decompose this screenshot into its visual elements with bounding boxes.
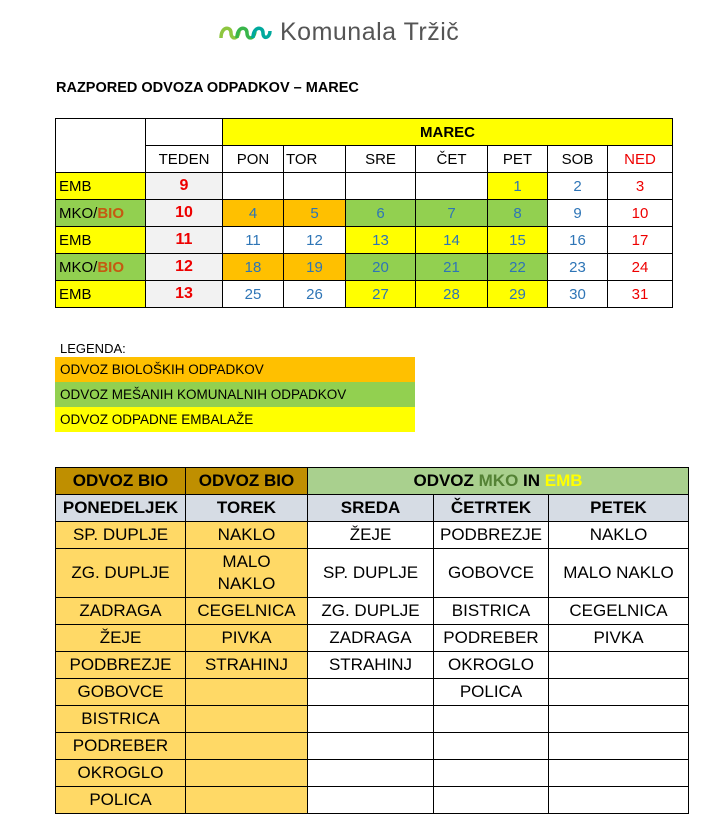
day-cell: 29: [488, 281, 548, 308]
calendar-table: [55, 118, 673, 308]
day-cell: [223, 173, 284, 200]
legend: [55, 357, 415, 432]
location-cell: [308, 733, 434, 760]
schedule-row: [56, 787, 689, 814]
location-cell: [308, 787, 434, 814]
weekday-header: SREDA: [308, 495, 434, 522]
schedule-row: [56, 549, 689, 598]
day-cell: [346, 173, 416, 200]
day-cell: 2: [548, 173, 608, 200]
waste-type: EMB: [59, 177, 92, 195]
day-cell: 9: [548, 200, 608, 227]
location-cell: [186, 679, 308, 706]
location-cell: [186, 706, 308, 733]
month-header: MAREC: [223, 119, 673, 146]
day-cell: 27: [346, 281, 416, 308]
schedule-row: [56, 679, 689, 706]
location-cell: BISTRICA: [434, 598, 549, 625]
day-header: SOB: [548, 146, 608, 173]
location-cell: STRAHINJ: [308, 652, 434, 679]
location-cell: [549, 760, 689, 787]
day-cell: 23: [548, 254, 608, 281]
day-cell: 11: [223, 227, 284, 254]
legend-item: ODVOZ BIOLOŠKIH ODPADKOV: [55, 357, 415, 382]
location-cell: MALO NAKLO: [549, 549, 689, 598]
day-cell: 25: [223, 281, 284, 308]
location-cell: PODREBER: [434, 625, 549, 652]
day-cell: 6: [346, 200, 416, 227]
waste-type: MKO/: [59, 204, 98, 222]
week-number: 10: [146, 200, 223, 227]
day-cell: 15: [488, 227, 548, 254]
day-cell: 13: [346, 227, 416, 254]
day-cell: 5: [284, 200, 346, 227]
location-cell: [186, 733, 308, 760]
header-emb: EMB: [544, 471, 583, 490]
location-cell: [549, 787, 689, 814]
week-number: 11: [146, 227, 223, 254]
location-cell: [434, 733, 549, 760]
day-cell: 21: [416, 254, 488, 281]
logo-icon: [218, 22, 272, 44]
day-cell: 19: [284, 254, 346, 281]
location-cell: SP. DUPLJE: [56, 522, 186, 549]
location-cell: [186, 760, 308, 787]
day-cell: [416, 173, 488, 200]
location-cell: [549, 706, 689, 733]
day-cell: 1: [488, 173, 548, 200]
week-number: 13: [146, 281, 223, 308]
weekday-header: PETEK: [549, 495, 689, 522]
waste-type-cell: [56, 281, 146, 308]
day-cell: 30: [548, 281, 608, 308]
waste-type-cell: [56, 227, 146, 254]
location-cell: PODREBER: [56, 733, 186, 760]
location-cell: [549, 733, 689, 760]
schedule-row: [56, 522, 689, 549]
location-cell: [434, 706, 549, 733]
location-cell: PODBREZJE: [434, 522, 549, 549]
logo: [218, 18, 459, 47]
day-cell: 18: [223, 254, 284, 281]
calendar-row: [56, 227, 673, 254]
location-cell: CEGELNICA: [549, 598, 689, 625]
day-header: TEDEN: [146, 146, 223, 173]
location-cell: ZG. DUPLJE: [308, 598, 434, 625]
weekday-header: ČETRTEK: [434, 495, 549, 522]
day-cell: 12: [284, 227, 346, 254]
logo-text: Komunala Tržič: [280, 18, 460, 46]
calendar-row: [56, 200, 673, 227]
location-cell: SP. DUPLJE: [308, 549, 434, 598]
waste-type-cell: [56, 254, 146, 281]
day-header: PON: [223, 146, 284, 173]
day-cell: 7: [416, 200, 488, 227]
corner-cell: [56, 119, 146, 173]
group-header-bio-tue: ODVOZ BIO: [186, 468, 308, 495]
day-header: TOR: [284, 146, 346, 173]
schedule-row: [56, 706, 689, 733]
schedule-row: [56, 625, 689, 652]
day-cell: 26: [284, 281, 346, 308]
location-cell: OKROGLO: [434, 652, 549, 679]
day-cell: 22: [488, 254, 548, 281]
location-cell: [308, 679, 434, 706]
blank-cell: [146, 119, 223, 146]
location-cell: [186, 787, 308, 814]
day-cell: 14: [416, 227, 488, 254]
calendar-row: [56, 254, 673, 281]
group-header-mko-emb: [308, 468, 689, 495]
legend-item: ODVOZ ODPADNE EMBALAŽE: [55, 407, 415, 432]
day-cell: 4: [223, 200, 284, 227]
location-cell: OKROGLO: [56, 760, 186, 787]
location-cell: [549, 679, 689, 706]
header-in: IN: [518, 471, 545, 490]
day-cell: [284, 173, 346, 200]
waste-type-cell: [56, 173, 146, 200]
waste-type: EMB: [59, 285, 92, 303]
legend-item: ODVOZ MEŠANIH KOMUNALNIH ODPADKOV: [55, 382, 415, 407]
day-header: PET: [488, 146, 548, 173]
legend-title: LEGENDA:: [60, 341, 126, 356]
location-cell: MALO NAKLO: [186, 549, 308, 598]
waste-type-bio: BIO: [97, 204, 125, 222]
weekday-header: PONEDELJEK: [56, 495, 186, 522]
location-cell: [434, 787, 549, 814]
day-cell: 16: [548, 227, 608, 254]
group-header-bio-mon: ODVOZ BIO: [56, 468, 186, 495]
location-cell: PODBREZJE: [56, 652, 186, 679]
location-cell: ZG. DUPLJE: [56, 549, 186, 598]
header-mko: MKO: [478, 471, 519, 490]
location-cell: [549, 652, 689, 679]
day-header: SRE: [346, 146, 416, 173]
location-cell: ŽEJE: [308, 522, 434, 549]
location-cell: POLICA: [56, 787, 186, 814]
location-cell: ZADRAGA: [308, 625, 434, 652]
location-cell: POLICA: [434, 679, 549, 706]
day-cell: 20: [346, 254, 416, 281]
waste-type-cell: [56, 200, 146, 227]
weekday-header: TOREK: [186, 495, 308, 522]
location-cell: STRAHINJ: [186, 652, 308, 679]
day-header: NED: [608, 146, 673, 173]
location-cell: GOBOVCE: [434, 549, 549, 598]
location-cell: [308, 706, 434, 733]
week-number: 12: [146, 254, 223, 281]
day-cell: 17: [608, 227, 673, 254]
day-header: ČET: [416, 146, 488, 173]
schedule-table: [55, 467, 689, 814]
header-text: ODVOZ: [413, 471, 479, 490]
location-cell: NAKLO: [186, 522, 308, 549]
week-number: 9: [146, 173, 223, 200]
location-cell: NAKLO: [549, 522, 689, 549]
location-cell: PIVKA: [186, 625, 308, 652]
day-cell: 3: [608, 173, 673, 200]
waste-type-bio: BIO: [97, 258, 125, 276]
location-cell: GOBOVCE: [56, 679, 186, 706]
location-cell: ŽEJE: [56, 625, 186, 652]
calendar-row: [56, 281, 673, 308]
day-cell: 10: [608, 200, 673, 227]
schedule-row: [56, 733, 689, 760]
waste-type: MKO/: [59, 258, 98, 276]
calendar-row: [56, 173, 673, 200]
location-cell: [308, 760, 434, 787]
location-cell: PIVKA: [549, 625, 689, 652]
schedule-row: [56, 598, 689, 625]
day-cell: 8: [488, 200, 548, 227]
location-cell: BISTRICA: [56, 706, 186, 733]
location-cell: [434, 760, 549, 787]
day-cell: 31: [608, 281, 673, 308]
schedule-row: [56, 652, 689, 679]
schedule-row: [56, 760, 689, 787]
day-cell: 28: [416, 281, 488, 308]
page-title: RAZPORED ODVOZA ODPADKOV – MAREC: [56, 80, 359, 96]
location-cell: ZADRAGA: [56, 598, 186, 625]
day-cell: 24: [608, 254, 673, 281]
location-cell: CEGELNICA: [186, 598, 308, 625]
waste-type: EMB: [59, 231, 92, 249]
